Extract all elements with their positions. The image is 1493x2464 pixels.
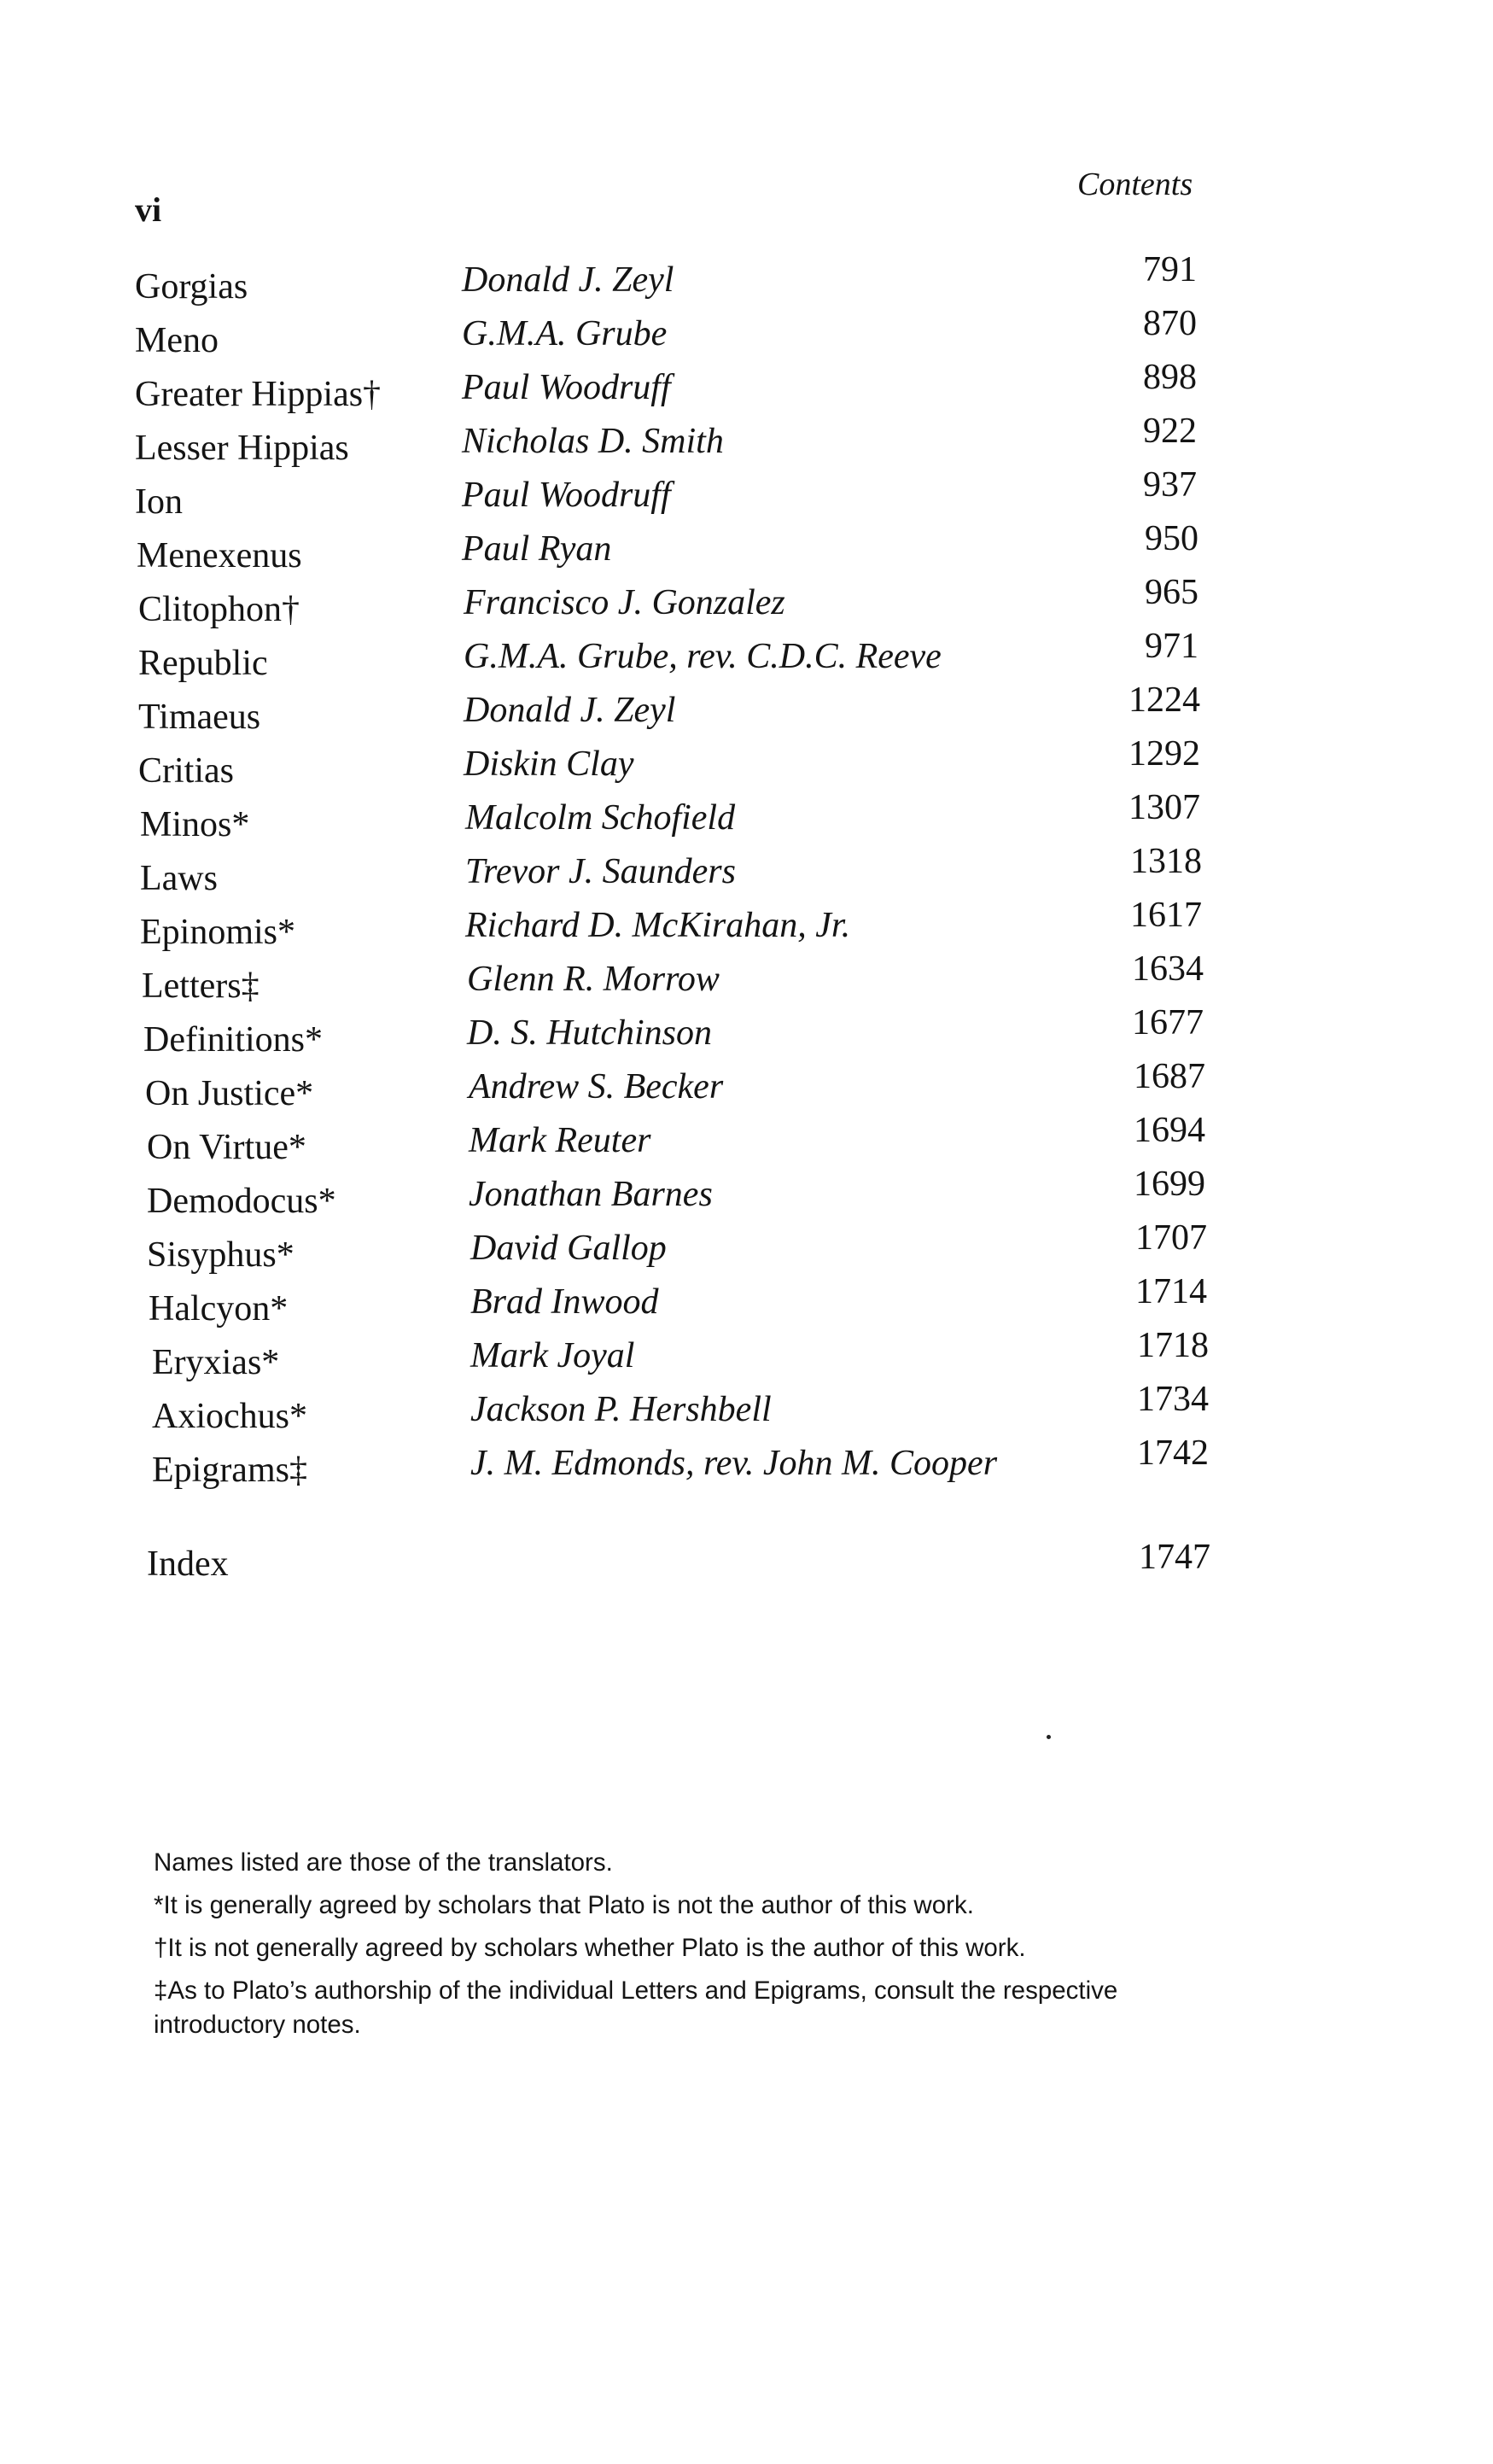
page-number-entry: 1292	[1128, 734, 1200, 774]
translator-name: G.M.A. Grube, rev. C.D.C. Reeve	[464, 637, 942, 676]
page-number-entry: 950	[1145, 519, 1198, 558]
toc-row	[135, 1380, 1210, 1439]
page-number-entry: 922	[1143, 412, 1197, 451]
toc-row	[135, 250, 1210, 310]
toc-row	[135, 627, 1210, 686]
page-number-entry: 1318	[1130, 842, 1202, 881]
page-number-entry: 1694	[1134, 1111, 1205, 1150]
page-number-entry: 937	[1143, 465, 1197, 505]
translator-name: G.M.A. Grube	[462, 314, 668, 353]
translator-name: Brad Inwood	[470, 1282, 659, 1322]
page-number-entry: 1718	[1137, 1326, 1209, 1365]
translator-name: Richard D. McKirahan, Jr.	[465, 906, 851, 945]
footnotes	[154, 1846, 1221, 2051]
work-title: Laws	[140, 859, 218, 898]
toc-row	[135, 1165, 1210, 1224]
page-number-entry: 1307	[1128, 788, 1200, 827]
work-title: Clitophon†	[138, 590, 300, 629]
toc-row	[135, 358, 1210, 417]
work-title: Halcyon*	[149, 1289, 289, 1328]
translator-name: Diskin Clay	[464, 744, 634, 784]
toc-row	[135, 949, 1210, 1009]
translator-name: Paul Woodruff	[462, 368, 671, 407]
work-title: On Virtue*	[147, 1128, 306, 1167]
translator-name: D. S. Hutchinson	[467, 1013, 712, 1053]
work-title: Sisyphus*	[147, 1235, 295, 1275]
contents-list	[135, 250, 1210, 1493]
index-page-number: 1747	[1139, 1538, 1210, 1577]
work-title: Lesser Hippias	[135, 429, 349, 468]
translator-name: Nicholas D. Smith	[462, 422, 724, 461]
translator-name: Andrew S. Becker	[469, 1067, 724, 1106]
page-number-entry: 898	[1143, 358, 1197, 397]
work-title: Ion	[135, 482, 183, 522]
translator-name: Donald J. Zeyl	[464, 691, 676, 730]
translator-name: Jonathan Barnes	[469, 1175, 713, 1214]
work-title: Gorgias	[135, 267, 248, 307]
toc-row	[135, 1433, 1210, 1493]
toc-row	[135, 680, 1210, 740]
work-title: On Justice*	[145, 1074, 314, 1113]
page-number-entry: 870	[1143, 304, 1197, 343]
toc-row	[135, 788, 1210, 848]
page-number-entry: 1617	[1130, 896, 1202, 935]
translator-name: Trevor J. Saunders	[465, 852, 736, 891]
translator-name: J. M. Edmonds, rev. John M. Cooper	[470, 1444, 998, 1483]
toc-row	[135, 412, 1210, 471]
work-title: Definitions*	[143, 1020, 323, 1060]
footnote: Names listed are those of the translators.	[154, 1848, 613, 1877]
work-title: Critias	[138, 751, 234, 791]
page-number-entry: 1714	[1135, 1272, 1207, 1311]
index-label: Index	[147, 1544, 229, 1584]
work-title: Republic	[138, 644, 268, 683]
work-title: Epinomis*	[140, 913, 296, 952]
toc-row	[135, 842, 1210, 902]
page-number-entry: 965	[1145, 573, 1198, 612]
toc-row	[135, 1003, 1210, 1063]
toc-row	[135, 1111, 1210, 1171]
work-title: Letters‡	[142, 966, 260, 1006]
toc-row	[135, 896, 1210, 955]
page-number-entry: 1707	[1135, 1218, 1207, 1258]
translator-name: Mark Joyal	[470, 1336, 635, 1375]
page-number-entry: 1634	[1132, 949, 1204, 989]
work-title: Epigrams‡	[152, 1451, 307, 1490]
translator-name: Paul Ryan	[462, 529, 612, 569]
translator-name: Francisco J. Gonzalez	[464, 583, 785, 622]
translator-name: Paul Woodruff	[462, 476, 671, 515]
work-title: Axiochus*	[152, 1397, 307, 1436]
page-number-entry: 1734	[1137, 1380, 1209, 1419]
page-number: vi	[135, 190, 162, 229]
work-title: Greater Hippias†	[135, 375, 382, 414]
toc-row	[135, 1326, 1210, 1386]
toc-row	[135, 1218, 1210, 1278]
toc-row	[135, 519, 1210, 579]
work-title: Menexenus	[137, 536, 302, 575]
work-title: Meno	[135, 321, 219, 360]
work-title: Demodocus*	[147, 1182, 336, 1221]
print-speck	[1047, 1735, 1051, 1739]
translator-name: David Gallop	[470, 1229, 667, 1268]
footnote: ‡As to Plato’s authorship of the individual Letters and Epigrams, consult the respective introductory notes.	[154, 1976, 1118, 2039]
toc-row	[135, 1057, 1210, 1117]
toc-row	[135, 1272, 1210, 1332]
running-head: Contents	[1077, 166, 1193, 202]
footnote: †It is not generally agreed by scholars whether Plato is the author of this work.	[154, 1934, 1026, 1962]
footnote: *It is generally agreed by scholars that Plato is not the author of this work.	[154, 1891, 974, 1919]
toc-row	[135, 465, 1210, 525]
work-title: Minos*	[140, 805, 250, 844]
page-number-entry: 1687	[1134, 1057, 1205, 1096]
page-number-entry: 971	[1145, 627, 1198, 666]
toc-row	[135, 734, 1210, 794]
work-title: Eryxias*	[152, 1343, 280, 1382]
page-number-entry: 1224	[1128, 680, 1200, 720]
page-number-entry: 791	[1143, 250, 1197, 289]
translator-name: Donald J. Zeyl	[462, 260, 674, 300]
toc-row	[135, 304, 1210, 364]
page-number-entry: 1699	[1134, 1165, 1205, 1204]
translator-name: Glenn R. Morrow	[467, 960, 720, 999]
page-number-entry: 1742	[1137, 1433, 1209, 1473]
page-number-entry: 1677	[1132, 1003, 1204, 1042]
index-entry	[147, 1538, 1210, 1597]
work-title: Timaeus	[138, 698, 261, 737]
translator-name: Jackson P. Hershbell	[470, 1390, 772, 1429]
translator-name: Malcolm Schofield	[465, 798, 736, 838]
toc-row	[135, 573, 1210, 633]
translator-name: Mark Reuter	[469, 1121, 651, 1160]
